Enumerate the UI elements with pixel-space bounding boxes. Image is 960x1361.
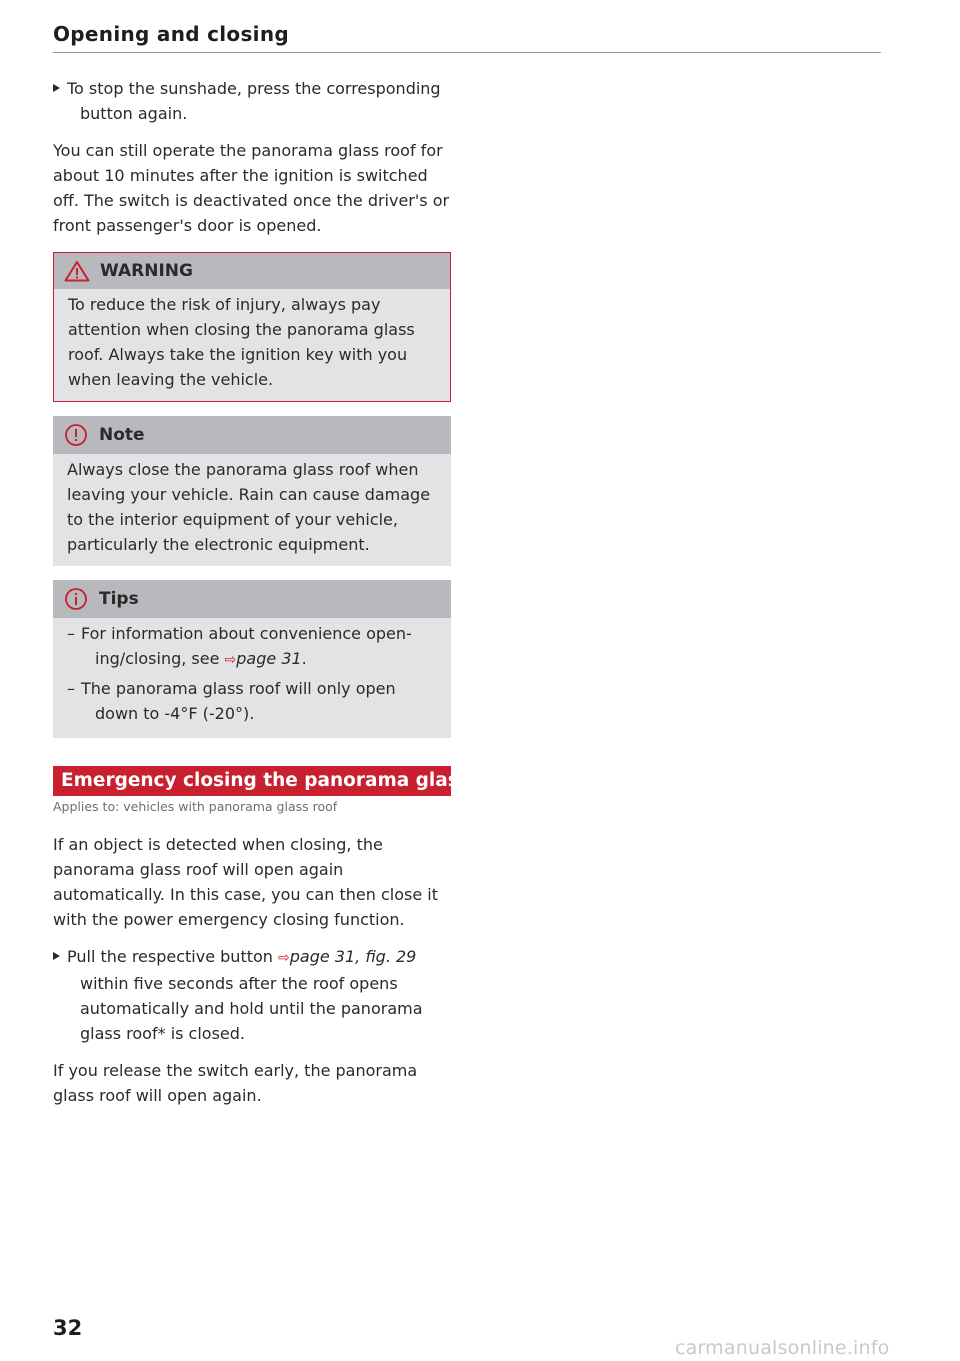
warning-text: To reduce the risk of injury, always pay attention when closing the panorama glass roof. Always take the ignition key with you when leaving the vehicle.: [68, 295, 415, 389]
tip-text-prefix: ing/closing, see: [95, 649, 225, 668]
site-watermark: carmanualsonline.info: [675, 1337, 890, 1359]
section-paragraph: If an object is detected when closing, the panorama glass roof will open again automatically. In this case, you can then close it with the power emergency closing function.: [53, 835, 438, 929]
tips-body: [53, 618, 451, 738]
step-arrow-icon: [53, 952, 60, 960]
section-paragraph: If you release the switch early, the panorama glass roof will open again.: [53, 1061, 418, 1105]
tips-title: Tips: [99, 588, 139, 609]
page-number: 32: [53, 1316, 83, 1340]
instruction-step: [53, 76, 451, 126]
tip-text-suffix: .: [301, 649, 307, 668]
tip-text-continued: [81, 646, 437, 673]
intro-paragraph: You can still operate the panorama glass roof for about 10 minutes after the ignition is switched off. The switch is deactivated once the driver's or front passenger's door is opened.: [53, 141, 450, 235]
instruction-step: [53, 944, 451, 1046]
warning-triangle-icon: [64, 259, 90, 283]
page-reference-link[interactable]: page 31, fig. 29: [289, 947, 417, 966]
applies-to-note: Applies to: vehicles with panorama glass roof: [53, 799, 338, 814]
step-text-continued: within five seconds after the roof opens automatically and hold until the panorama glass roof* is closed.: [80, 974, 423, 1043]
note-header: [53, 416, 451, 454]
content-column: [53, 76, 519, 1120]
tip-text: The panorama glass roof will only open: [81, 679, 396, 698]
dash-bullet: –: [67, 624, 75, 643]
warning-title: WARNING: [100, 260, 193, 281]
header-divider: [53, 52, 881, 53]
section-heading: Emergency closing the panorama glass roof: [53, 766, 451, 796]
tips-header: [53, 580, 451, 618]
tip-text: For information about convenience open-: [81, 624, 412, 643]
chapter-title: Opening and closing: [53, 22, 289, 46]
tips-box: [53, 580, 451, 738]
tip-text-continued: down to -4°F (-20°).: [95, 704, 255, 723]
note-box: [53, 416, 451, 566]
warning-box: [53, 252, 451, 402]
tips-list-item: [67, 676, 437, 726]
step-text-continued: button again.: [80, 104, 188, 123]
warning-body: [54, 289, 450, 401]
exclamation-circle-icon: [63, 423, 89, 447]
note-body: [53, 454, 451, 566]
step-arrow-icon: [53, 84, 60, 92]
step-text: [67, 944, 451, 971]
tips-list-item: [67, 621, 437, 673]
info-circle-icon: [63, 587, 89, 611]
page-reference-link[interactable]: page 31: [236, 649, 302, 668]
arrow-right-icon: ⇨: [224, 652, 237, 668]
step-text-prefix: Pull the respective button: [67, 947, 279, 966]
note-text: Always close the panorama glass roof when leaving your vehicle. Rain can cause damage to the interior equipment of your vehicle, particularly the electronic equipment.: [67, 460, 431, 554]
dash-bullet: –: [67, 679, 75, 698]
arrow-right-icon: ⇨: [278, 950, 290, 966]
warning-header: [54, 253, 450, 289]
note-title: Note: [99, 424, 145, 445]
step-text: To stop the sunshade, press the corresponding: [67, 79, 441, 98]
